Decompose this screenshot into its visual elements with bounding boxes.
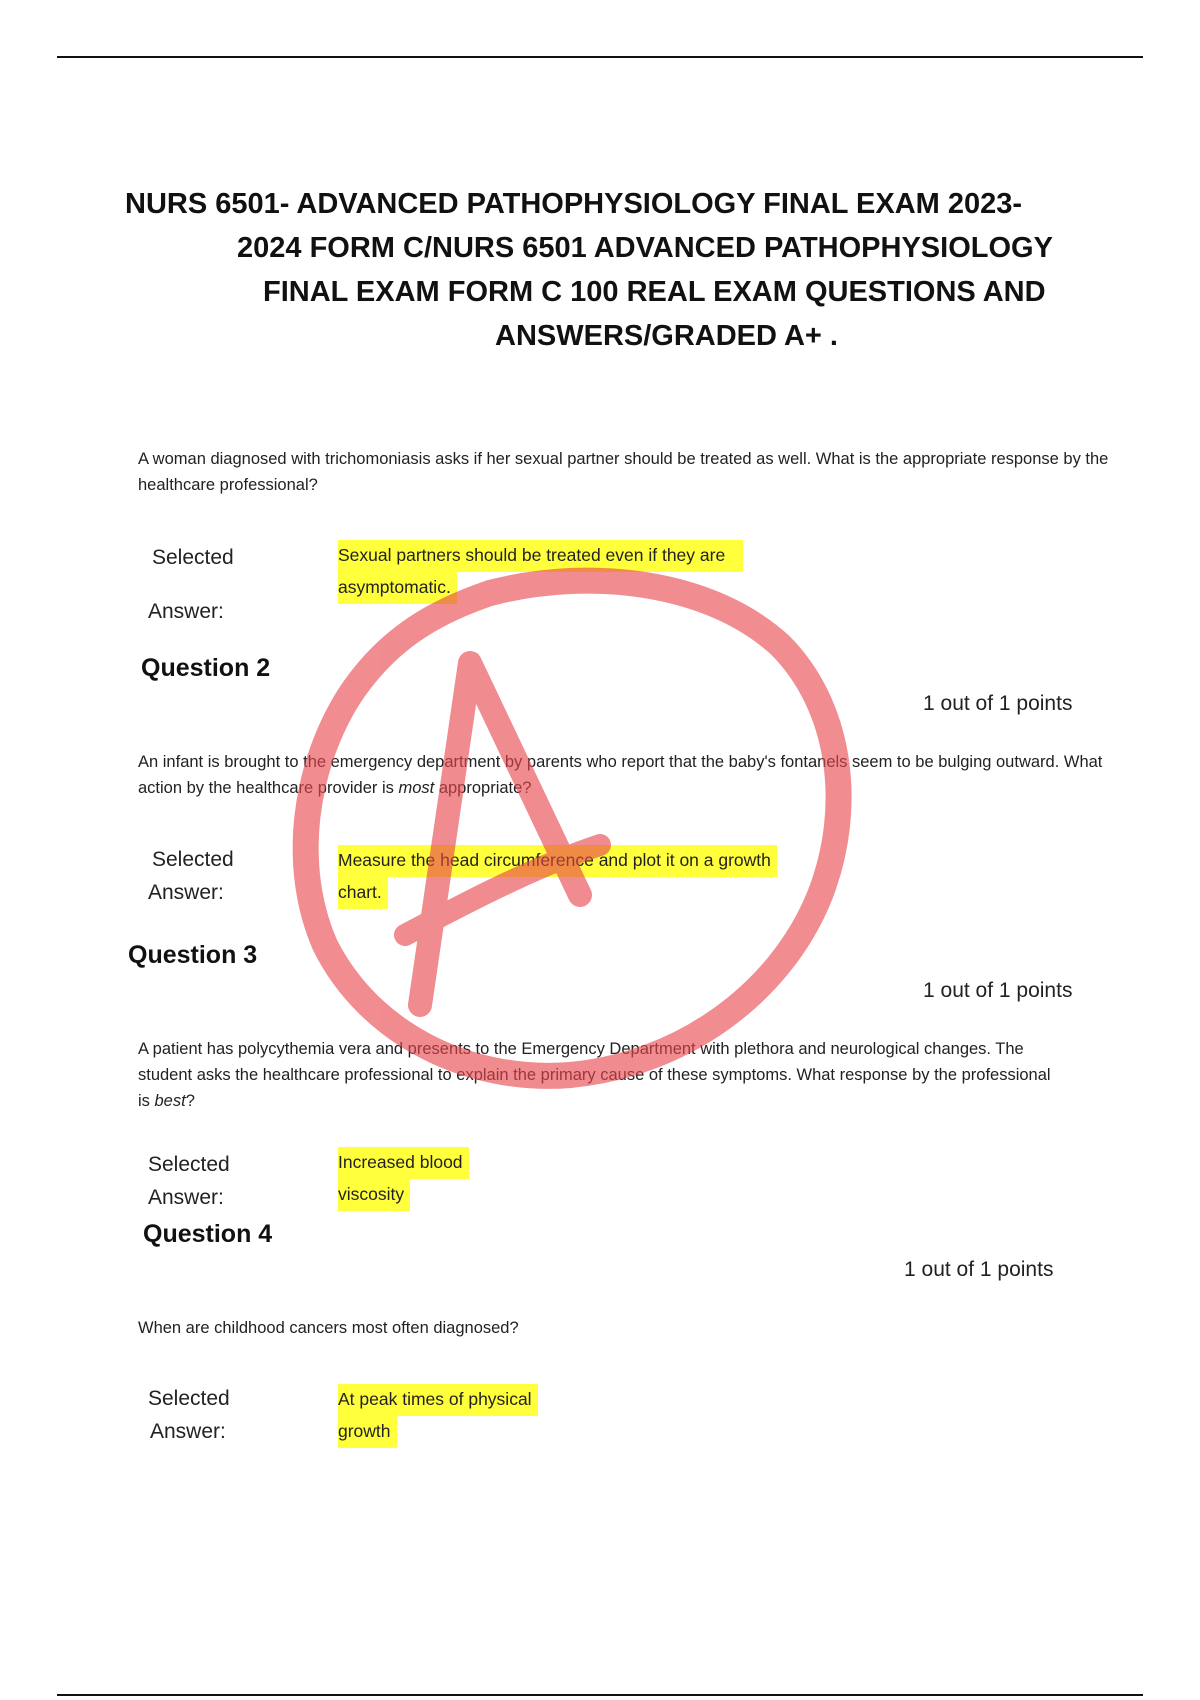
q4-selected-label: Selected xyxy=(148,1387,230,1410)
q1-answer-line-1: Sexual partners should be treated even if they are xyxy=(338,540,743,572)
q3-points: 1 out of 1 points xyxy=(923,979,1073,1002)
q1-selected-label: Selected xyxy=(152,546,234,569)
q1-answer-line-2: asymptomatic. xyxy=(338,572,457,604)
q4-text: When are childhood cancers most often diagnosed? xyxy=(138,1319,519,1337)
q4-selected-answer xyxy=(338,1384,538,1448)
q4-heading: Question 4 xyxy=(143,1220,273,1248)
q3-selected-answer xyxy=(338,1147,469,1211)
q2-answer-label: Answer: xyxy=(148,881,224,904)
q3-answer-label: Answer: xyxy=(148,1186,224,1209)
q2-answer-line-1: Measure the head circumference and plot it on a growth xyxy=(338,845,777,877)
q2-points: 1 out of 1 points xyxy=(923,692,1073,715)
q2-answer-line-2: chart. xyxy=(338,877,388,909)
q3-answer-line-1: Increased blood xyxy=(338,1147,469,1179)
q1-text: A woman diagnosed with trichomoniasis asks if her sexual partner should be treated as well. What is the appropriate response by the healthcare professional? xyxy=(138,450,1109,494)
q1-answer-label: Answer: xyxy=(148,600,224,623)
q3-answer-line-2: viscosity xyxy=(338,1179,410,1211)
q2-text: An infant is brought to the emergency department by parents who report that the baby's fontanels seem to be bulging outward. What action by the healthcare provider is most appropriate? xyxy=(138,753,1103,797)
q3-heading: Question 3 xyxy=(128,941,258,969)
q4-answer-line-1: At peak times of physical xyxy=(338,1384,538,1416)
title-line-2: 2024 FORM C/NURS 6501 ADVANCED PATHOPHYSIOLOGY xyxy=(237,232,1053,264)
q2-selected-label: Selected xyxy=(152,848,234,871)
q4-answer-line-2: growth xyxy=(338,1416,397,1448)
q4-answer-label: Answer: xyxy=(150,1420,226,1443)
q3-selected-label: Selected xyxy=(148,1153,230,1176)
q1-selected-answer xyxy=(338,540,743,604)
q2-selected-answer xyxy=(338,845,777,909)
document-title xyxy=(125,182,1125,358)
q2-heading: Question 2 xyxy=(141,654,271,682)
title-line-1: NURS 6501- ADVANCED PATHOPHYSIOLOGY FINAL EXAM 2023- xyxy=(125,188,1023,220)
q3-text: A patient has polycythemia vera and presents to the Emergency Department with plethora and neurological changes. The student asks the healthcare professional to explain the primary cause of these symptoms. What response by the professional is best? xyxy=(138,1040,1051,1110)
title-line-3: FINAL EXAM FORM C 100 REAL EXAM QUESTIONS AND xyxy=(263,276,1046,308)
bottom-rule xyxy=(57,1694,1143,1696)
top-rule xyxy=(57,56,1143,58)
title-line-4: ANSWERS/GRADED A+ . xyxy=(495,320,838,352)
q4-points: 1 out of 1 points xyxy=(904,1258,1054,1281)
